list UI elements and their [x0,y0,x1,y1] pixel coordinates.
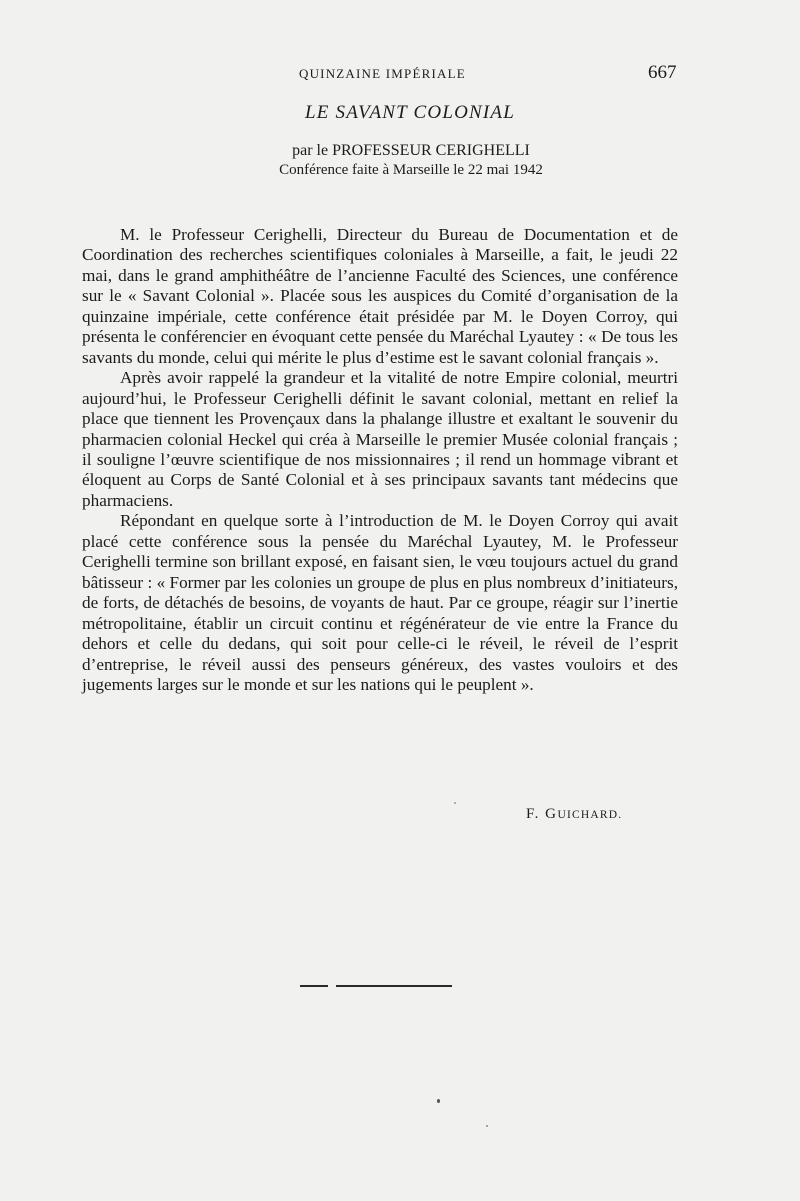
page-number: 667 [648,62,677,83]
article-title: LE SAVANT COLONIAL [305,102,515,123]
running-head [0,62,800,86]
article-body [82,225,678,695]
byline: par le PROFESSEUR CERIGHELLI [292,142,530,159]
rule-segment-short [300,985,328,987]
signature-initial: F. G [526,806,558,822]
paragraph-3: Répondant en quelque sorte à l’introduction de M. le Doyen Corroy qui avait placé cette conférence sous la pensée du Maréchal Lyautey, M. le Professeur Cerighelli termine son brillant exposé, en faisant sien, le vœu toujours actuel du grand bâtisseur : « Former par les colonies un groupe de plus en plus nombreux d’initiateurs, de forts, de détachés de besoins, de voyants de haut. Par ce groupe, réagir sur l’inertie métropolitaine, établir un circuit continu et régénérateur de vie entre la France du dehors et celle du dedans, qui soit pour celle-ci le réveil, le réveil de l’esprit d’entreprise, le réveil aussi des penseurs généreux, des vastes vouloirs et des jugements larges sur le monde et sur les nations qui le peuplent ». [82,511,678,694]
author-signature [526,806,622,823]
running-title: QUINZAINE IMPÉRIALE [299,66,466,81]
paper-speck [454,802,456,804]
section-end-rule [300,985,452,989]
rule-segment-long [336,985,452,987]
conference-note: Conférence faite à Marseille le 22 mai 1942 [279,162,543,178]
paragraph-2: Après avoir rappelé la grandeur et la vitalité de notre Empire colonial, meurtri aujourd’hui, le Professeur Cerighelli définit le savant colonial, mettant en relief la place que tiennent les Provençaux dans la phalange illustre et exaltant le souvenir du pharmacien colonial Heckel qui créa à Marseille le premier Musée colonial français ; il souligne l’œuvre scientifique de nos missionnaires ; il rend un hommage vibrant et éloquent au Corps de Santé Colonial et à ses principaux savants tant médecins que pharmaciens. [82,368,678,510]
paper-speck [486,1125,488,1127]
signature-rest: UICHARD. [557,809,623,821]
paper-speck [437,1099,440,1103]
paragraph-1: M. le Professeur Cerighelli, Directeur du Bureau de Documentation et de Coordination des recherches scientifiques coloniales à Marseille, a fait, le jeudi 22 mai, dans le grand amphithéâtre de l’ancienne Faculté des Sciences, une conférence sur le « Savant Colonial ». Placée sous les auspices du Comité d’organisation de la quinzaine impériale, cette conférence était présidée par M. le Doyen Corroy, qui présenta le conférencier en évoquant cette pensée du Maréchal Lyautey : « De tous les savants du monde, celui qui mérite le plus d’estime est le savant colonial français ». [82,225,678,367]
